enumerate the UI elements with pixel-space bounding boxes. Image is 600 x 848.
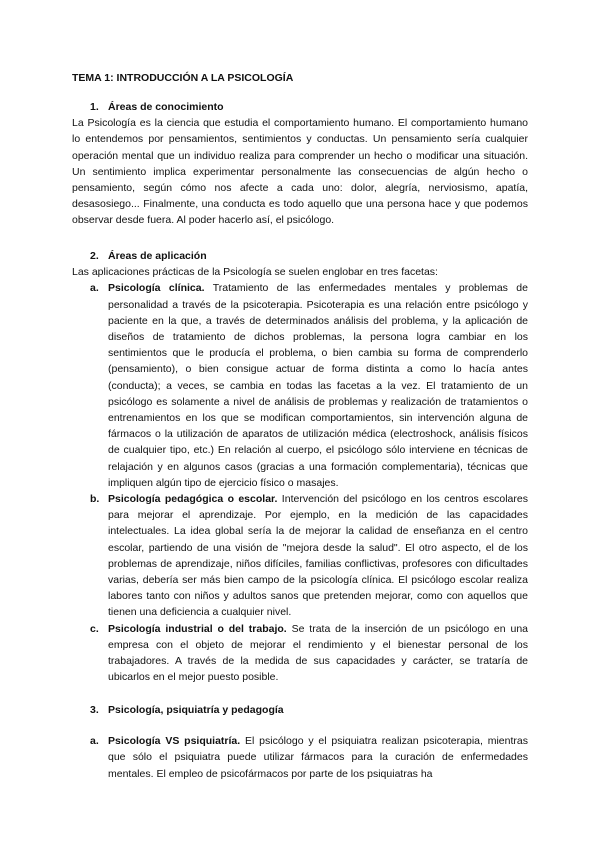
item-marker: b. xyxy=(90,493,100,506)
section-number: 1. xyxy=(90,101,99,113)
item-lead: Psicología clínica. xyxy=(108,282,205,295)
list-item-pedagogica xyxy=(72,491,528,621)
item-lead: Psicología VS psiquiatría. xyxy=(108,735,241,748)
list-item-psiquiatria xyxy=(72,733,528,782)
item-text: Intervención del psicólogo en los centros escolares para mejorar el aprendizaje. Por ejemplo, en la medición de las capacidades intelectuales. La idea global sería la de mejorar la calidad de enseñanza en el centro escolar, partiendo de una visión de "mejora desde la salud". El otro aspecto, el de los problemas de aprendizaje, niños difíciles, familias conflictivas, profesores con dificultades varias, debería ser más bien campo de la psicología clínica. El psicólogo escolar realiza labores tanto con niños y adultos sanos que pretenden mejorar, como con aquellos que tienen una deficiencia a cualquier nivel. xyxy=(108,493,528,619)
item-marker: a. xyxy=(90,735,99,748)
section-number: 3. xyxy=(90,704,99,716)
section-intro: Las aplicaciones prácticas de la Psicología se suelen englobar en tres facetas: xyxy=(72,266,438,279)
item-lead: Psicología industrial o del trabajo. xyxy=(108,622,287,635)
section-heading-text: Psicología, psiquiatría y pedagogía xyxy=(108,704,284,716)
comparison-list xyxy=(72,733,528,782)
applications-list xyxy=(72,280,528,685)
item-marker: c. xyxy=(90,622,99,635)
list-item-industrial xyxy=(72,621,528,686)
section-heading xyxy=(72,248,528,264)
section-areas-aplicacion xyxy=(72,248,528,685)
section-heading-text: Áreas de aplicación xyxy=(108,250,207,262)
item-marker: a. xyxy=(90,282,99,295)
section-body: La Psicología es la ciencia que estudia el comportamiento humano. El comportamiento humano lo entendemos por pensamientos, sentimientos y conductas. Un pensamiento sería cualquier operación mental que un individuo realiza para comprender un hecho o modificar una situación. Un sentimiento implica experimentar personalmente las consecuencias de algún hecho o pensamiento, según cómo nos afecte a cada uno: dolor, alegría, nerviosismo, apatía, desasosiego... Finalmente, una conducta es todo aquello que una persona hace y que podemos observar desde fuera. Al poder hacerlo así, el psicólogo. xyxy=(72,117,528,227)
item-text: Tratamiento de las enfermedades mentales y problemas de personalidad a través de la psicoterapia. Psicoterapia es una relación entre psicólogo y paciente en la que, a través de determinados análisis del problema, y la aplicación de diseños de tratamiento de dichos problemas, la persona logra cambiar en los sentimientos que le producía el problema, o bien cambia su forma de comprenderlo (pensamiento), o bien consigue actuar de forma distinta a como lo hacía antes (conducta); a veces, se cambia en todas las facetas a la vez. El tratamiento de un psicólogo es solamente a nivel de análisis de problemas y realización de tratamientos o entrenamientos en los que se modifican comportamientos, sin intervención alguna de fármacos o la utilización de aparatos de utilización médica (electroshock, análisis físicos de cualquier tipo, etc.) En relación al cuerpo, el psicólogo sólo interviene en técnicas de relajación y en algunos casos (gracias a una formación complementaria), técnicas que impliquen algún tipo de ejercicio físico o masajes. xyxy=(108,282,528,489)
item-lead: Psicología pedagógica o escolar. xyxy=(108,493,278,506)
section-heading xyxy=(72,702,528,718)
document-title: TEMA 1: INTRODUCCIÓN A LA PSICOLOGÍA xyxy=(72,72,294,84)
list-item-clinica xyxy=(72,280,528,491)
section-heading-text: Áreas de conocimiento xyxy=(108,101,224,113)
section-heading xyxy=(72,99,528,115)
section-number: 2. xyxy=(90,250,99,262)
item-text: Se trata de la inserción de un psicólogo en una empresa con el objeto de mejorar el rendimiento y el bienestar personal de los trabajadores. A través de la medida de sus capacidades y carácter, se trataría de ubicarlos en el mejor puesto posible. xyxy=(108,622,528,684)
item-text: El psicólogo y el psiquiatra realizan psicoterapia, mientras que sólo el psiquiatra puede utilizar fármacos para la curación de enfermedades mentales. El empleo de psicofármacos por parte de los psiquiatras ha xyxy=(108,735,528,780)
section-areas-conocimiento xyxy=(72,99,528,229)
section-psicologia-psiquiatria-pedagogia xyxy=(72,702,528,782)
